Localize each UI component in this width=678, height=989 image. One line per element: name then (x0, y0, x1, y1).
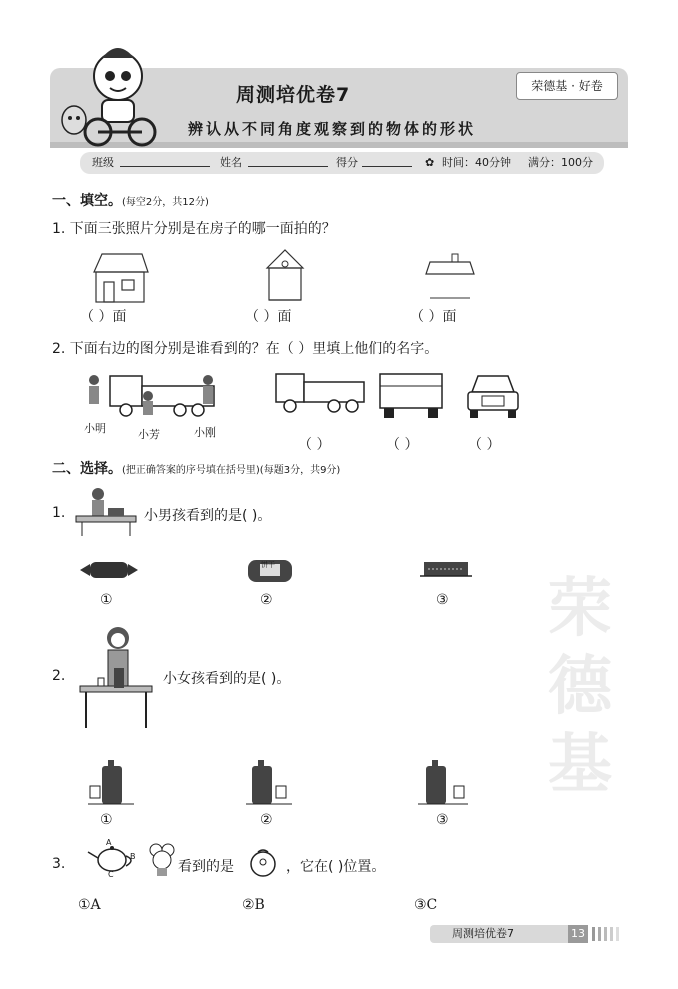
time-limit: 时间：40分钟 (442, 156, 511, 169)
s1-q1-blank-2[interactable]: （ ）面 (245, 309, 292, 325)
page-number: 13 (568, 925, 588, 943)
house-front-view (90, 252, 150, 304)
mouse-character-icon (146, 842, 178, 878)
q1-option3-image (420, 558, 472, 580)
s1-q1-text: 1. 下面三张照片分别是在房子的哪一面拍的？ (52, 221, 336, 237)
section1-heading (52, 190, 209, 210)
s1-q2-blank-1[interactable]: （ ） (298, 437, 331, 453)
truck-front-view (464, 372, 522, 420)
s1-q1-blank-3[interactable]: （ ）面 (410, 309, 457, 325)
teapot-label-b: B (130, 852, 136, 861)
teapot-top-view-icon (246, 848, 280, 878)
s2-q3-tail: ，它在( )位置。 (286, 859, 386, 875)
boy-at-table-illustration (74, 486, 138, 538)
mascot-illustration (58, 40, 168, 150)
s2-q3-number: 3. (52, 856, 66, 872)
brand-logo: 荣德基 · 好卷 (516, 72, 618, 100)
name-field[interactable] (248, 152, 328, 167)
name-label: 姓名 (220, 156, 242, 169)
section2-heading-text: 二、选择。 (52, 461, 122, 477)
q2-option2-image (246, 756, 294, 806)
score-label: 得分 (336, 156, 358, 169)
house-side-view (265, 248, 305, 304)
footer-label: 周测培优卷7 (452, 927, 514, 940)
s2-q1-text: 小男孩看到的是( )。 (144, 508, 272, 524)
kid-name-1: 小明 (84, 422, 106, 435)
footer-stripes-decoration (592, 925, 626, 943)
q2-option3-label[interactable]: ③ (436, 812, 449, 828)
q2-option2-label[interactable]: ② (260, 812, 273, 828)
truck-side-view (272, 366, 368, 414)
s2-q3-text: 看到的是 (178, 859, 234, 875)
info-bar (80, 152, 604, 174)
page-subtitle: 辨认从不同角度观察到的物体的形状 (188, 120, 477, 138)
truck-back-view (378, 370, 444, 420)
teapot-label-a: A (106, 838, 112, 847)
section1-heading-text: 一、填空。 (52, 193, 122, 209)
q1-option1-image (80, 558, 138, 582)
s2-q1-number: 1. (52, 505, 66, 521)
q1-option2-label-num[interactable]: ② (260, 592, 273, 608)
watermark: 荣德基 (548, 572, 612, 802)
section2-heading (52, 458, 340, 478)
class-label: 班级 (92, 156, 114, 169)
footer-bar (430, 925, 580, 943)
q1-option1-label[interactable]: ① (100, 592, 113, 608)
q3-option-c[interactable]: ③C (414, 897, 438, 913)
page-title: 周测培优卷7 (236, 84, 351, 106)
score-field[interactable] (362, 152, 412, 167)
full-score: 满分：100分 (528, 156, 593, 169)
s2-q2-text: 小女孩看到的是( )。 (163, 671, 291, 687)
s1-q1-blank-1[interactable]: （ ）面 (80, 309, 127, 325)
q1-option3-label[interactable]: ③ (436, 592, 449, 608)
s1-q2-text: 2. 下面右边的图分别是谁看到的？在（ ）里填上他们的名字。 (52, 341, 439, 357)
truck-scene-illustration (80, 366, 230, 422)
girl-at-table-illustration (78, 624, 154, 732)
q2-option1-image (88, 756, 136, 806)
q3-option-b[interactable]: ②B (242, 897, 265, 913)
clock-icon: ✿ (425, 156, 435, 169)
s1-q2-blank-2[interactable]: （ ） (386, 437, 419, 453)
s1-q2-blank-3[interactable]: （ ） (468, 437, 501, 453)
q2-option3-image (418, 756, 470, 806)
house-top-view (422, 252, 478, 302)
q2-option1-label[interactable]: ① (100, 812, 113, 828)
teapot-label-c: C (108, 870, 114, 879)
class-field[interactable] (120, 152, 210, 167)
kid-name-3: 小刚 (194, 426, 216, 439)
section2-note: (把正确答案的序号填在括号里)(每题3分，共9分) (122, 465, 341, 476)
q1-option2-label: 饼干 (261, 561, 275, 569)
kid-name-2: 小芳 (138, 428, 160, 441)
section1-note: (每空2分，共12分) (122, 197, 209, 208)
s2-q2-number: 2. (52, 668, 66, 684)
q3-option-a[interactable]: ①A (78, 897, 101, 913)
